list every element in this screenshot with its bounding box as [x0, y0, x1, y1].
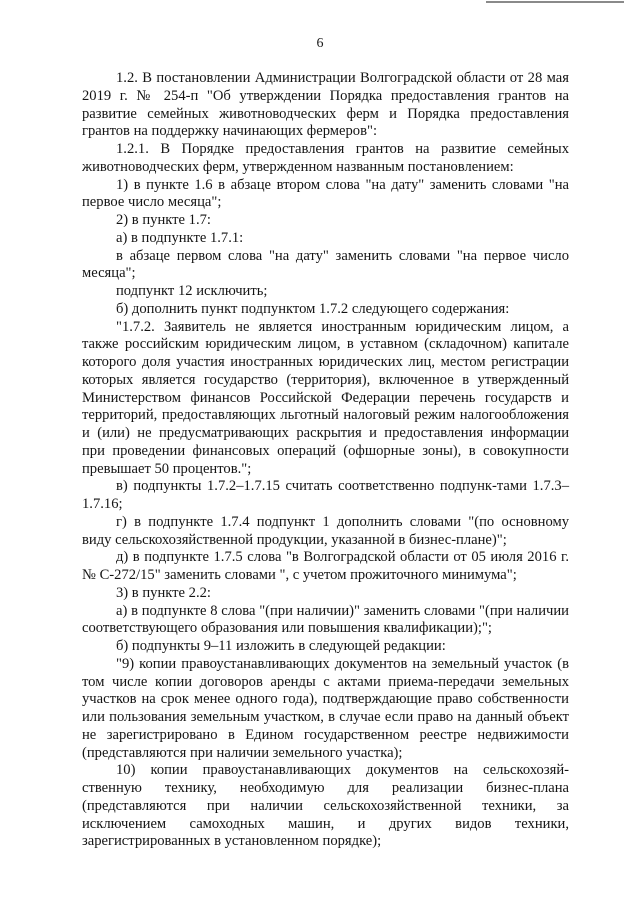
paragraph-item-2a: а) в подпункте 1.7.1:: [116, 229, 244, 246]
paragraph-1-2: 1.2. В постановлении Администрации Волгоградской области от 28 мая 2019 г. № 254-п "Об утверждении Порядка предоставления грантов на развитие семейных животноводческих ферм и Порядка предоставления грантов на поддержку начинающих фермеров":: [82, 70, 569, 140]
paragraph-item-9: "9) копии правоустанавливающих документов на земельный участок (в том числе копии договоров аренды с актами приема-передачи земельных участков на срок менее одного года), подтверждающие право собственности или пользования земельным участком, в случае если право на данный объект не зарегистрировано в Едином государственном реестре недвижимости (представляются при наличии земельного участка);: [82, 655, 569, 761]
paragraph-item-2v: в) подпункты 1.7.2–1.7.15 считать соответственно подпунк-тами 1.7.3–1.7.16;: [82, 478, 569, 512]
paragraph-item-10: 10) копии правоустанавливающих документов на сельскохозяй-ственную технику, необходимую для реализации бизнес-плана (представляются при наличии сельскохозяйственной техники, за исключением самоходных машин, и других видов техники, зарегистрированных в установленном порядке);: [82, 762, 569, 850]
document-body: [82, 70, 569, 851]
page-number: 6: [316, 36, 324, 51]
paragraph-item-3b: б) подпункты 9–11 изложить в следующей редакции:: [116, 638, 446, 654]
paragraph-1-7-2-text: "1.7.2. Заявитель не является иностранным юридическим лицом, а также российским юридическим лицом, в уставном (складочном) капитале которого доля участия иностранных юридических лиц, местом регистрации которых является государство (территория), включенное в утвержденный Министерством финансов Российской Федерации перечень государств и территорий, предоставляющих льготный налоговый режим налогообложения и (или) не предусматривающих раскрытия и предоставления информации при проведении финансовых операций (офшорные зоны), в совокупности превышает 50 процентов.";: [82, 318, 569, 477]
paragraph-1-2-1: 1.2.1. В Порядке предоставления грантов на развитие семейных животноводческих ферм, утвержденном названным постановлением:: [82, 141, 569, 175]
paragraph-item-2g: г) в подпункте 1.7.4 подпункт 1 дополнить словами "(по основному виду сельскохозяйственной продукции, указанной в бизнес-плане)";: [82, 513, 569, 548]
paragraph-item-2: 2) в пункте 1.7:: [116, 212, 211, 228]
paragraph-item-3: 3) в пункте 2.2:: [116, 584, 211, 601]
paragraph-item-3a: а) в подпункте 8 слова "(при наличии)" заменить словами "(при наличии соответствующего образования или повышения квалификации);";: [82, 602, 569, 637]
paragraph-item-2b: б) дополнить пункт подпунктом 1.7.2 следующего содержания:: [116, 300, 510, 317]
paragraph-item-1: 1) в пункте 1.6 в абзаце втором слова "на дату" заменить словами "на первое число месяца";: [82, 176, 569, 211]
paragraph-item-2d: д) в подпункте 1.7.5 слова "в Волгоградской области от 05 июля 2016 г. № С-272/15" заменить словами ", с учетом прожиточного минимума";: [82, 549, 569, 583]
top-edge-line: [486, 1, 624, 3]
paragraph-item-2a-first: в абзаце первом слова "на дату" заменить словами "на первое число месяца";: [82, 247, 569, 282]
paragraph-item-2a-exclude: подпункт 12 исключить;: [116, 283, 268, 299]
